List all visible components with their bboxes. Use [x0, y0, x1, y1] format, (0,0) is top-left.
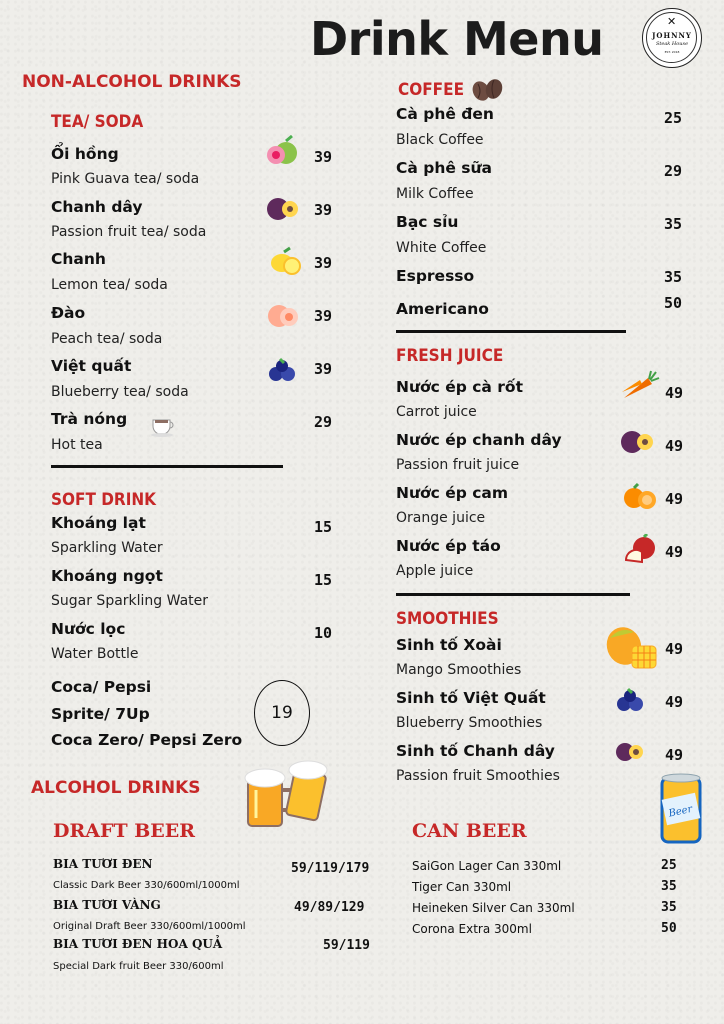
draft-item-sub: Special Dark fruit Beer 330/600ml — [53, 961, 224, 972]
tea-item-name: Việt quất — [51, 357, 132, 375]
tea-soda-heading: TEA/ SODA — [51, 112, 144, 132]
juice-item-name: Nước ép cà rốt — [396, 378, 523, 396]
coffee-item-name: Americano — [396, 300, 489, 318]
draft-item-price: 49/89/129 — [294, 900, 365, 915]
juice-item-sub: Carrot juice — [396, 404, 477, 420]
draft-item-sub: Original Draft Beer 330/600ml/1000ml — [53, 921, 246, 932]
logo-name: JOHNNY — [652, 31, 692, 40]
orange-icon — [622, 482, 660, 512]
logo-sub: Steak House — [655, 41, 689, 47]
juice-item-sub: Apple juice — [396, 563, 474, 579]
can-item-name: SaiGon Lager Can 330ml — [412, 859, 562, 873]
smoothies-heading: SMOOTHIES — [396, 609, 499, 629]
juice-item-sub: Passion fruit juice — [396, 457, 520, 473]
juice-item-name: Nước ép táo — [396, 537, 501, 555]
coffee-item-price: 25 — [664, 109, 683, 127]
blueberry-icon — [614, 686, 648, 716]
alcohol-heading: ALCOHOL DRINKS — [31, 778, 201, 798]
draft-item-name: BIA TƯƠI ĐEN — [53, 857, 153, 871]
page-title: Drink Menu — [310, 12, 604, 66]
tea-item-sub: Blueberry tea/ soda — [51, 384, 189, 400]
coffee-item-sub: Milk Coffee — [396, 186, 474, 202]
passion-fruit-icon — [620, 428, 656, 456]
smoothie-item-name: Sinh tố Việt Quất — [396, 689, 546, 707]
draft-item-price: 59/119 — [323, 938, 370, 953]
can-item-name: Heineken Silver Can 330ml — [412, 901, 575, 915]
juice-item-sub: Orange juice — [396, 510, 486, 526]
can-item-price: 35 — [661, 900, 677, 915]
apple-icon — [620, 534, 660, 564]
soft-item-price: 15 — [314, 518, 333, 536]
smoothie-item-name: Sinh tố Chanh dây — [396, 742, 555, 760]
logo-est: EST. 2018 — [664, 50, 680, 54]
tea-item-sub: Pink Guava tea/ soda — [51, 171, 200, 187]
coffee-heading: COFFEE — [398, 80, 465, 100]
coffee-item-price: 50 — [664, 294, 683, 312]
draft-beer-heading: DRAFT BEER — [53, 820, 196, 842]
juice-divider — [396, 593, 630, 596]
mango-icon — [604, 624, 660, 672]
smoothie-item-price: 49 — [665, 640, 684, 658]
smoothie-item-price: 49 — [665, 693, 684, 711]
coffee-item-name: Espresso — [396, 267, 475, 285]
coffee-item-sub: White Coffee — [396, 240, 487, 256]
soda-line: Coca/ Pepsi — [51, 678, 152, 696]
smoothie-item-price: 49 — [665, 746, 684, 764]
coffee-beans-icon — [470, 76, 506, 104]
smoothie-item-sub: Blueberry Smoothies — [396, 715, 543, 731]
soda-line: Sprite/ 7Up — [51, 705, 150, 723]
draft-item-sub: Classic Dark Beer 330/600ml/1000ml — [53, 880, 240, 891]
tea-item-price: 39 — [314, 148, 333, 166]
tea-item-name: Chanh dây — [51, 198, 143, 216]
smoothie-item-sub: Passion fruit Smoothies — [396, 768, 560, 784]
can-beer-heading: CAN BEER — [412, 820, 527, 842]
peach-icon — [266, 300, 300, 330]
passion-fruit-icon — [266, 195, 300, 223]
coffee-item-price: 35 — [664, 268, 683, 286]
tea-item-name: Ổi hồng — [51, 145, 119, 163]
tea-item-price: 39 — [314, 201, 333, 219]
soft-item-price: 10 — [314, 624, 333, 642]
soft-item-name: Khoáng lạt — [51, 514, 146, 532]
draft-item-name: BIA TƯƠI ĐEN HOA QUẢ — [53, 937, 223, 951]
coffee-item-sub: Black Coffee — [396, 132, 484, 148]
tea-item-sub: Passion fruit tea/ soda — [51, 224, 207, 240]
can-item-price: 25 — [661, 858, 677, 873]
beer-mugs-icon — [240, 758, 336, 836]
soda-price-badge: 19 — [254, 680, 310, 746]
johnny-logo — [642, 8, 702, 68]
carrot-icon — [620, 370, 660, 402]
tea-item-name: Trà nóng — [51, 410, 128, 428]
juice-item-price: 49 — [665, 384, 684, 402]
tea-divider — [51, 465, 283, 468]
fresh-juice-heading: FRESH JUICE — [396, 346, 504, 366]
non-alcohol-heading: NON-ALCOHOL DRINKS — [22, 72, 242, 92]
juice-item-price: 49 — [665, 437, 684, 455]
tea-item-price: 39 — [314, 254, 333, 272]
tea-item-price: 29 — [314, 413, 333, 431]
blueberry-icon — [266, 356, 300, 386]
tea-item-sub: Lemon tea/ soda — [51, 277, 168, 293]
soft-item-sub: Sugar Sparkling Water — [51, 593, 209, 609]
can-item-name: Corona Extra 300ml — [412, 922, 532, 936]
can-label: Beer — [667, 803, 694, 820]
soft-item-sub: Water Bottle — [51, 646, 139, 662]
coffee-divider — [396, 330, 626, 333]
draft-item-name: BIA TƯƠI VÀNG — [53, 898, 161, 912]
juice-item-price: 49 — [665, 490, 684, 508]
guava-icon — [264, 135, 300, 167]
can-item-name: Tiger Can 330ml — [412, 880, 512, 894]
juice-item-name: Nước ép chanh dây — [396, 431, 562, 449]
coffee-item-name: Cà phê sữa — [396, 159, 492, 177]
coffee-item-price: 35 — [664, 215, 683, 233]
tea-item-name: Chanh — [51, 250, 106, 268]
smoothie-item-name: Sinh tố Xoài — [396, 636, 502, 654]
coffee-item-name: Cà phê đen — [396, 105, 494, 123]
lemon-icon — [268, 246, 302, 276]
draft-item-price: 59/119/179 — [291, 861, 370, 876]
tea-item-sub: Peach tea/ soda — [51, 331, 163, 347]
tea-item-price: 39 — [314, 307, 333, 325]
coffee-item-price: 29 — [664, 162, 683, 180]
soft-item-price: 15 — [314, 571, 333, 589]
can-item-price: 50 — [661, 921, 677, 936]
tea-item-price: 39 — [314, 360, 333, 378]
coffee-item-name: Bạc sỉu — [396, 213, 459, 231]
tea-cup-icon — [148, 410, 178, 440]
fork-knife-icon: ✕ — [667, 15, 677, 28]
juice-item-price: 49 — [665, 543, 684, 561]
soda-line: Coca Zero/ Pepsi Zero — [51, 731, 243, 749]
tea-item-sub: Hot tea — [51, 437, 103, 453]
tea-item-name: Đào — [51, 304, 86, 322]
can-item-price: 35 — [661, 879, 677, 894]
soft-item-sub: Sparkling Water — [51, 540, 163, 556]
soft-drink-heading: SOFT DRINK — [51, 490, 157, 510]
soft-item-name: Khoáng ngọt — [51, 567, 163, 585]
beer-can-icon — [656, 770, 706, 846]
passion-fruit-icon — [614, 740, 648, 764]
soft-item-name: Nước lọc — [51, 620, 126, 638]
juice-item-name: Nước ép cam — [396, 484, 509, 502]
smoothie-item-sub: Mango Smoothies — [396, 662, 522, 678]
